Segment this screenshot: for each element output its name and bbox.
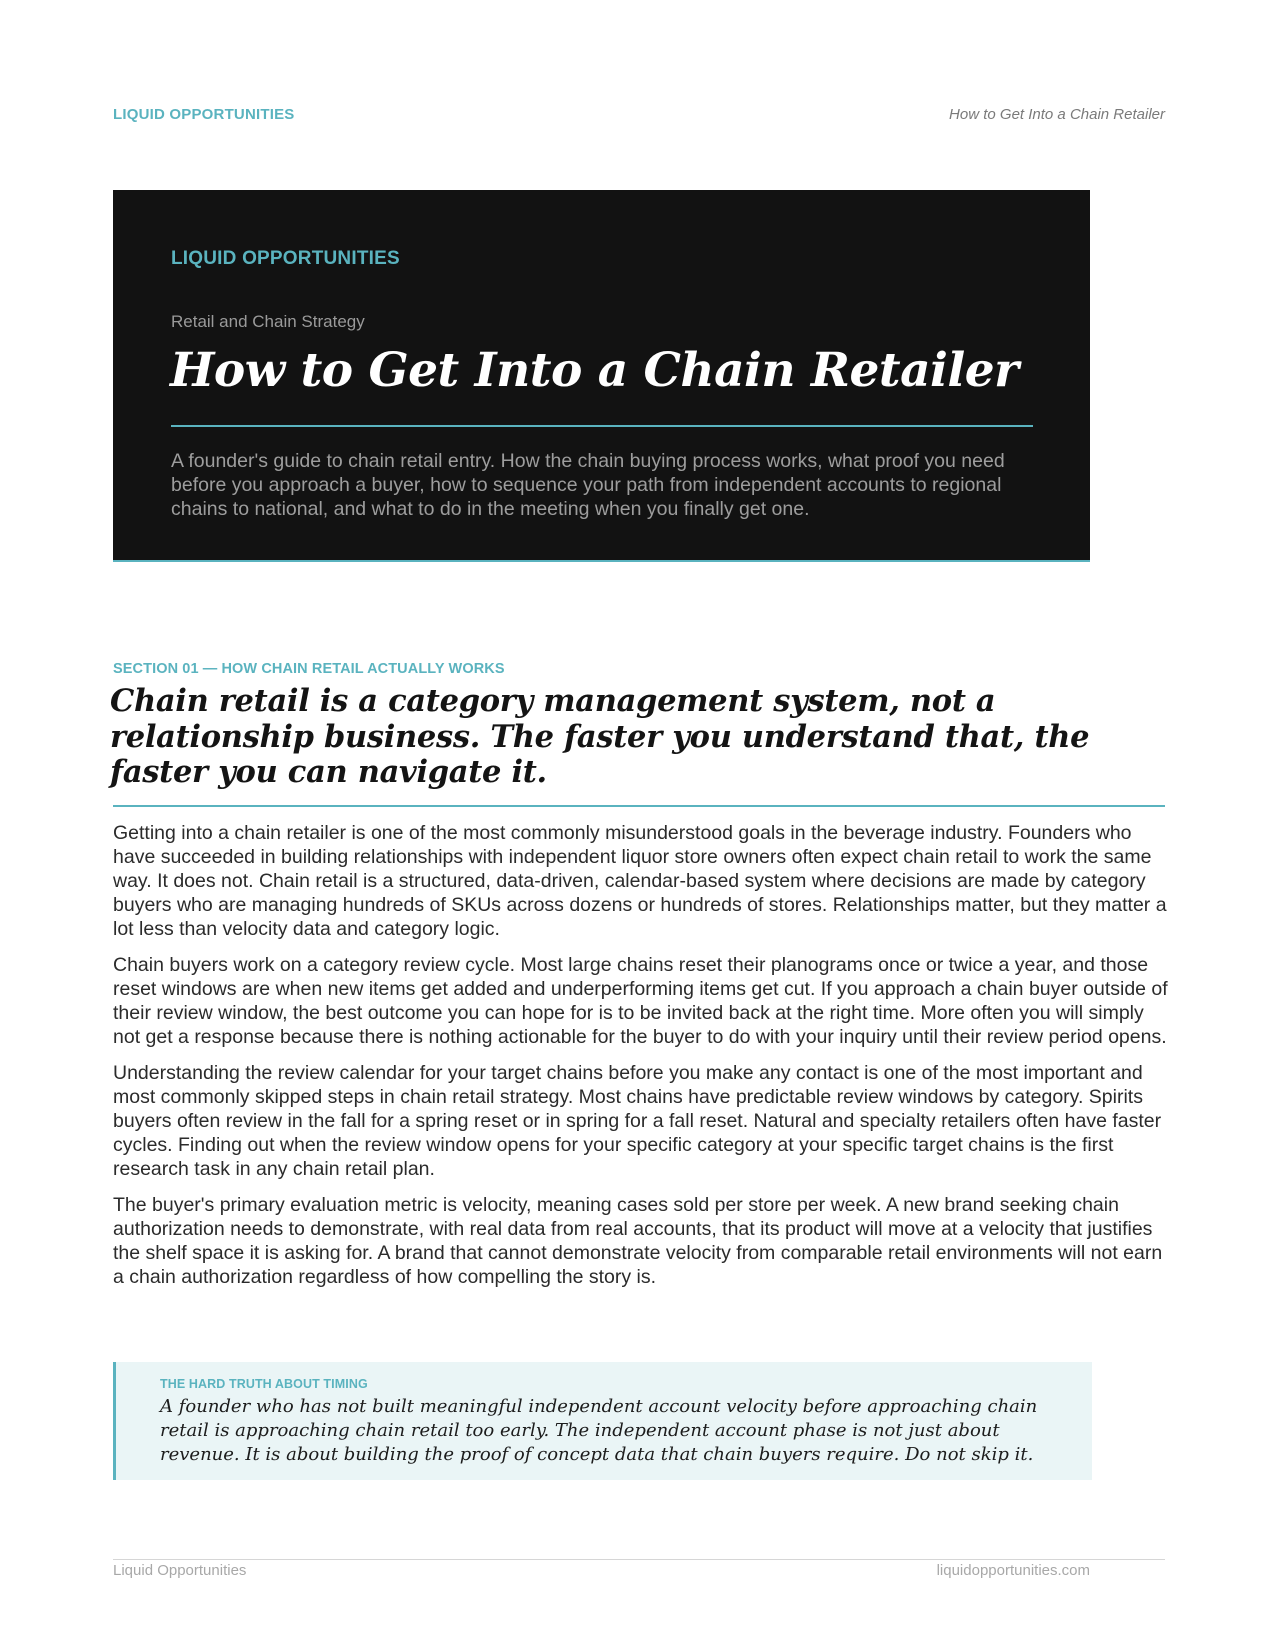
body-copy (113, 821, 1173, 1301)
page-header (113, 106, 1165, 123)
hero-banner (113, 190, 1090, 562)
footer-website: liquidopportunities.com (936, 1562, 1090, 1579)
section-divider (113, 805, 1165, 807)
header-brand: LIQUID OPPORTUNITIES (113, 106, 295, 123)
section-label: SECTION 01 — HOW CHAIN RETAIL ACTUALLY WORKS (113, 661, 505, 677)
hero-summary: A founder's guide to chain retail entry. How the chain buying process works, what proof you need before you approach a buyer, how to sequence your path from independent accounts to regional chains to national, and what to do in the meeting when you finally get one. (171, 450, 1005, 520)
callout-text: A founder who has not built meaningful independent account velocity before approaching chain retail is approaching chain retail too early. The independent account phase is not just about revenue. It is about building the proof of concept data that chain buyers require. Do not skip it. (160, 1396, 1038, 1465)
body-paragraph: Understanding the review calendar for your target chains before you make any contact is one of the most important and most commonly skipped steps in chain retail strategy. Most chains have predictable review windows by category. Spirits buyers often review in the fall for a spring reset or in spring for a fall reset. Natural and specialty retailers often have faster cycles. Finding out when the review window opens for your specific category at your specific target chains is the first research task in any chain retail plan. (113, 1062, 1162, 1180)
hero-divider (171, 425, 1033, 427)
hero-brand: LIQUID OPPORTUNITIES (171, 248, 400, 269)
callout-box (113, 1362, 1092, 1480)
section-heading: Chain retail is a category management system, not a relationship business. The faster you understand that, the faster you can navigate it. (110, 683, 1090, 790)
body-paragraph: Getting into a chain retailer is one of the most commonly misunderstood goals in the beverage industry. Founders who have succeeded in building relationships with independent liquor store owners often expect chain retail to work the same way. It does not. Chain retail is a structured, data-driven, calendar-based system where decisions are made by category buyers who are managing hundreds of SKUs across dozens or hundreds of stores. Relationships matter, but they matter a lot less than velocity data and category logic. (113, 822, 1167, 940)
callout-label: THE HARD TRUTH ABOUT TIMING (160, 1377, 368, 1391)
footer-brand: Liquid Opportunities (113, 1562, 247, 1579)
document-title: How to Get Into a Chain Retailer (170, 343, 1019, 398)
hero-kicker: Retail and Chain Strategy (171, 312, 365, 331)
footer-divider (113, 1559, 1165, 1560)
body-paragraph: Chain buyers work on a category review cycle. Most large chains reset their planograms once or twice a year, and those reset windows are when new items get added and underperforming items get cut. If you approach a chain buyer outside of their review window, the best outcome you can hope for is to be invited back at the right time. More often you will simply not get a response because there is nothing actionable for the buyer to do with your inquiry until their review period opens. (113, 954, 1168, 1048)
body-paragraph: The buyer's primary evaluation metric is velocity, meaning cases sold per store per week. A new brand seeking chain authorization needs to demonstrate, with real data from real accounts, that its product will move at a velocity that justifies the shelf space it is asking for. A brand that cannot demonstrate velocity from comparable retail environments will not earn a chain authorization regardless of how compelling the story is. (113, 1194, 1163, 1288)
running-title: How to Get Into a Chain Retailer (949, 106, 1165, 123)
